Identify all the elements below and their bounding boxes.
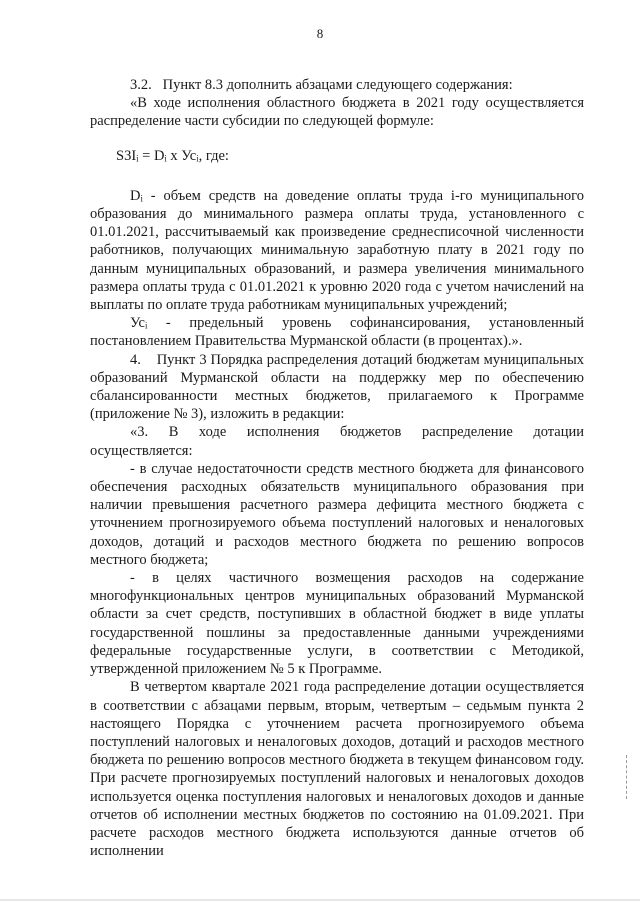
paragraph-point-3: «3. В ходе исполнения бюджетов распределение дотации осуществляется:: [90, 424, 584, 459]
page-bottom-edge: [0, 899, 640, 901]
paragraph-fourth-quarter: В четвертом квартале 2021 года распределение дотации осуществляется в соответствии с абзацами первым, вторым, четвертым – седьмым пункта 2 настоящего Порядка с уточнением расчета прогнозируемого объема поступлений налоговых и неналоговых доходов, дотаций и расходов местного бюджета по решению вопросов местного бюджета в текущем финансовом году. При расчете прогнозируемых поступлений налоговых и неналоговых доходов используется оценка поступления налоговых и неналоговых доходов и данные отчетов об исполнении местных бюджетов по состоянию на 01.09.2021. При расчете расходов местного бюджета используются данные отчетов об исполнении: [90, 679, 584, 860]
paragraph-bullet-mfc: - в целях частичного возмещения расходов на содержание многофункциональных центров муниципальных образований Мурманской области за счет средств, поступивших в областной бюджет в виде уплаты государственной пошлины за предоставленные данными учреждениями федеральные государственные услуги, в соответствии с Методикой, утвержденной приложением № 5 к Программе.: [90, 570, 584, 678]
paragraph-bullet-insufficiency: - в случае недостаточности средств местного бюджета для финансового обеспечения расходных обязательств муниципального образования при наличии превышения расчетного размера дефицита местного бюджета с уточнением прогнозируемого объема поступлений налоговых и неналоговых доходов, дотаций и расходов местного бюджета по решению вопросов местного бюджета;: [90, 460, 584, 568]
paragraph-definition-us: Усᵢ - предельный уровень софинансирования, установленный постановлением Правительства Мурманской области (в процентах).».: [90, 315, 584, 350]
page-number: 8: [316, 26, 324, 41]
formula: S3Iᵢ = Dᵢ x Усᵢ, где:: [116, 147, 229, 164]
paragraph-clause-3-2: 3.2. Пункт 8.3 дополнить абзацами следующего содержания:: [130, 77, 513, 93]
document-body: [90, 76, 584, 860]
paragraph-budget-intro: «В ходе исполнения областного бюджета в 2021 году осуществляется распределение части субсидии по следующей формуле:: [90, 95, 584, 130]
paragraph-definition-d: Dᵢ - объем средств на доведение оплаты труда i-го муниципального образования до минимального размера оплаты труда, установленного с 01.01.2021, рассчитываемый как произведение среднесписочной численности работников, получающих минимальную заработную плату в 2021 году по данным муниципальных образований, и размера увеличения минимального размера оплаты труда с 01.01.2021 к уровню 2020 года с учетом начислений на выплаты по оплате труда работникам муниципальных учреждений;: [90, 187, 584, 314]
paragraph-clause-4: 4. Пункт 3 Порядка распределения дотаций бюджетам муниципальных образований Мурманской области на поддержку мер по обеспечению сбалансированности местных бюджетов, прилагаемого к Программе (приложение № 3), изложить в редакции:: [90, 351, 584, 423]
scan-mark: [626, 755, 628, 799]
